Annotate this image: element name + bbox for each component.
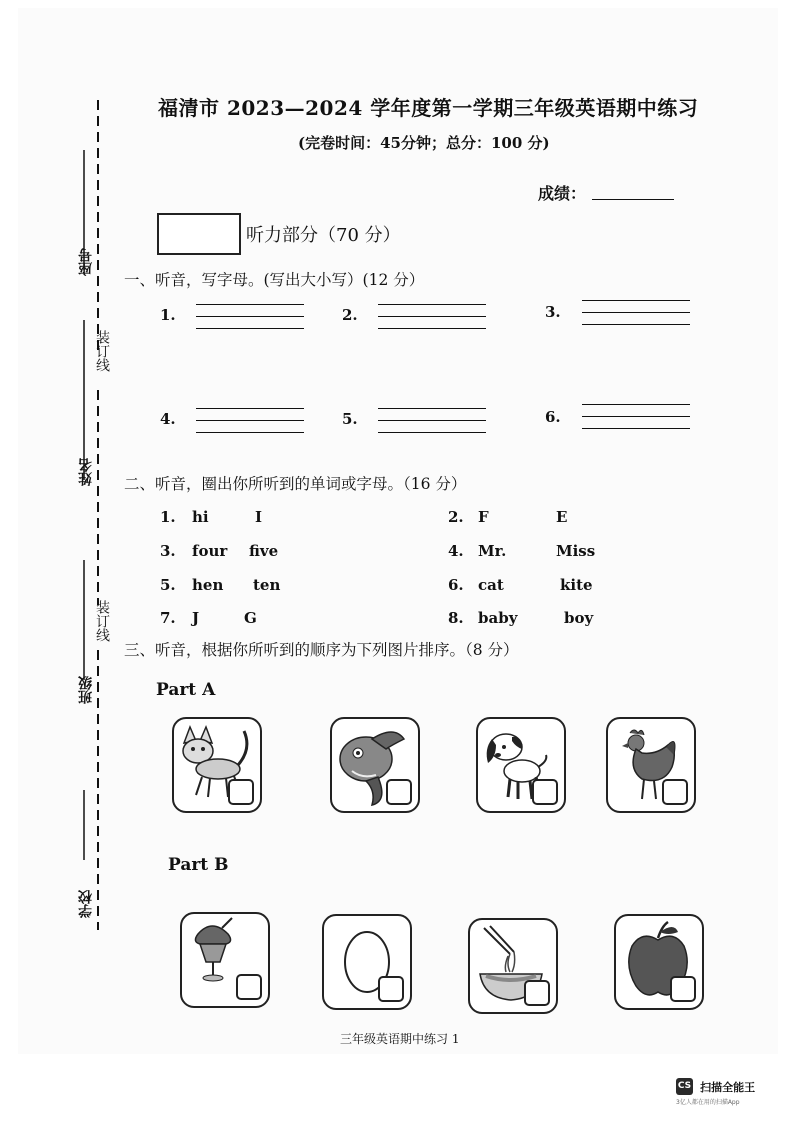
- s1-item-4-num: 4.: [160, 410, 176, 428]
- score-label: 成绩：: [538, 184, 587, 203]
- s1-item-3-lines[interactable]: [582, 300, 690, 325]
- s1-item-1-num: 1.: [160, 306, 176, 324]
- part-b-label: Part B: [168, 855, 229, 875]
- s2-item-2-num: 2.: [448, 508, 464, 526]
- s2-item-7-option-b[interactable]: G: [244, 609, 257, 627]
- listening-part-title: 听力部分（70 分）: [246, 225, 401, 246]
- picture-hen: [606, 717, 696, 813]
- s2-item-3-option-b[interactable]: five: [249, 542, 279, 560]
- cs-logo-icon: CS: [676, 1078, 693, 1095]
- scanner-watermark: [676, 1076, 776, 1106]
- seat-label: 座号: [78, 248, 94, 276]
- s2-item-4-num: 4.: [448, 542, 464, 560]
- s2-item-5-option-b[interactable]: ten: [253, 576, 281, 594]
- s1-item-1-lines[interactable]: [196, 304, 304, 329]
- s2-item-1-option-a[interactable]: hi: [192, 508, 209, 526]
- s2-item-1-num: 1.: [160, 508, 176, 526]
- s2-item-4-option-a[interactable]: Mr.: [478, 542, 507, 560]
- name-label: 姓名: [78, 458, 94, 486]
- picture-ice-cream: [180, 912, 270, 1008]
- s2-item-3-num: 3.: [160, 542, 176, 560]
- section3-heading: 三、听音，根据你所听到的顺序为下列图片排序。（8 分）: [124, 641, 519, 659]
- s2-item-7-option-a[interactable]: J: [192, 609, 200, 627]
- s2-item-6-num: 6.: [448, 576, 464, 594]
- order-box-dog[interactable]: [532, 779, 558, 805]
- binding-margin-lines: [80, 60, 120, 960]
- s2-item-8-option-b[interactable]: boy: [564, 609, 594, 627]
- picture-noodles: [468, 918, 558, 1014]
- s2-item-2-option-b[interactable]: E: [556, 508, 568, 526]
- s2-item-1-option-b[interactable]: I: [255, 508, 263, 526]
- listening-score-box[interactable]: [157, 213, 241, 255]
- page-subtitle: (完卷时间：45分钟；总分：100 分): [298, 134, 550, 152]
- s1-item-6-num: 6.: [545, 408, 561, 426]
- picture-cat: [172, 717, 262, 813]
- school-label: 学校: [78, 890, 94, 918]
- score-input-line[interactable]: [592, 199, 674, 200]
- section2-heading: 二、听音，圈出你所听到的单词或字母。（16 分）: [124, 475, 467, 493]
- s2-item-5-num: 5.: [160, 576, 176, 594]
- s2-item-8-option-a[interactable]: baby: [478, 609, 518, 627]
- s1-item-6-lines[interactable]: [582, 404, 690, 429]
- s1-item-3-num: 3.: [545, 303, 561, 321]
- order-box-cat[interactable]: [228, 779, 254, 805]
- picture-fish: [330, 717, 420, 813]
- brand-name: 扫描全能王: [700, 1080, 756, 1094]
- page-title: 福清市 2023—2024 学年度第一学期三年级英语期中练习: [158, 96, 699, 120]
- s1-item-5-lines[interactable]: [378, 408, 486, 433]
- part-a-label: Part A: [156, 680, 216, 700]
- section1-heading: 一、听音，写字母。(写出大小写）(12 分）: [124, 271, 425, 289]
- order-box-egg[interactable]: [378, 976, 404, 1002]
- order-box-noodles[interactable]: [524, 980, 550, 1006]
- s2-item-5-option-a[interactable]: hen: [192, 576, 224, 594]
- class-label: 班级: [78, 676, 94, 704]
- order-box-fish[interactable]: [386, 779, 412, 805]
- s2-item-3-option-a[interactable]: four: [192, 542, 228, 560]
- s2-item-6-option-a[interactable]: cat: [478, 576, 504, 594]
- order-box-ice-cream[interactable]: [236, 974, 262, 1000]
- order-box-apple[interactable]: [670, 976, 696, 1002]
- s1-item-5-num: 5.: [342, 410, 358, 428]
- exam-paper: [18, 8, 778, 1054]
- order-box-hen[interactable]: [662, 779, 688, 805]
- picture-egg: [322, 914, 412, 1010]
- s2-item-6-option-b[interactable]: kite: [560, 576, 593, 594]
- s2-item-7-num: 7.: [160, 609, 176, 627]
- s1-item-2-lines[interactable]: [378, 304, 486, 329]
- binding-line-label-1: 装订线: [94, 330, 110, 372]
- s1-item-4-lines[interactable]: [196, 408, 304, 433]
- brand-tagline: 3亿人都在用的扫描App: [676, 1099, 740, 1106]
- s2-item-4-option-b[interactable]: Miss: [556, 542, 596, 560]
- picture-apple: [614, 914, 704, 1010]
- binding-line-label-2: 装订线: [94, 600, 110, 642]
- s2-item-2-option-a[interactable]: F: [478, 508, 489, 526]
- s1-item-2-num: 2.: [342, 306, 358, 324]
- picture-dog: [476, 717, 566, 813]
- page-footer: 三年级英语期中练习 1: [340, 1032, 460, 1046]
- s2-item-8-num: 8.: [448, 609, 464, 627]
